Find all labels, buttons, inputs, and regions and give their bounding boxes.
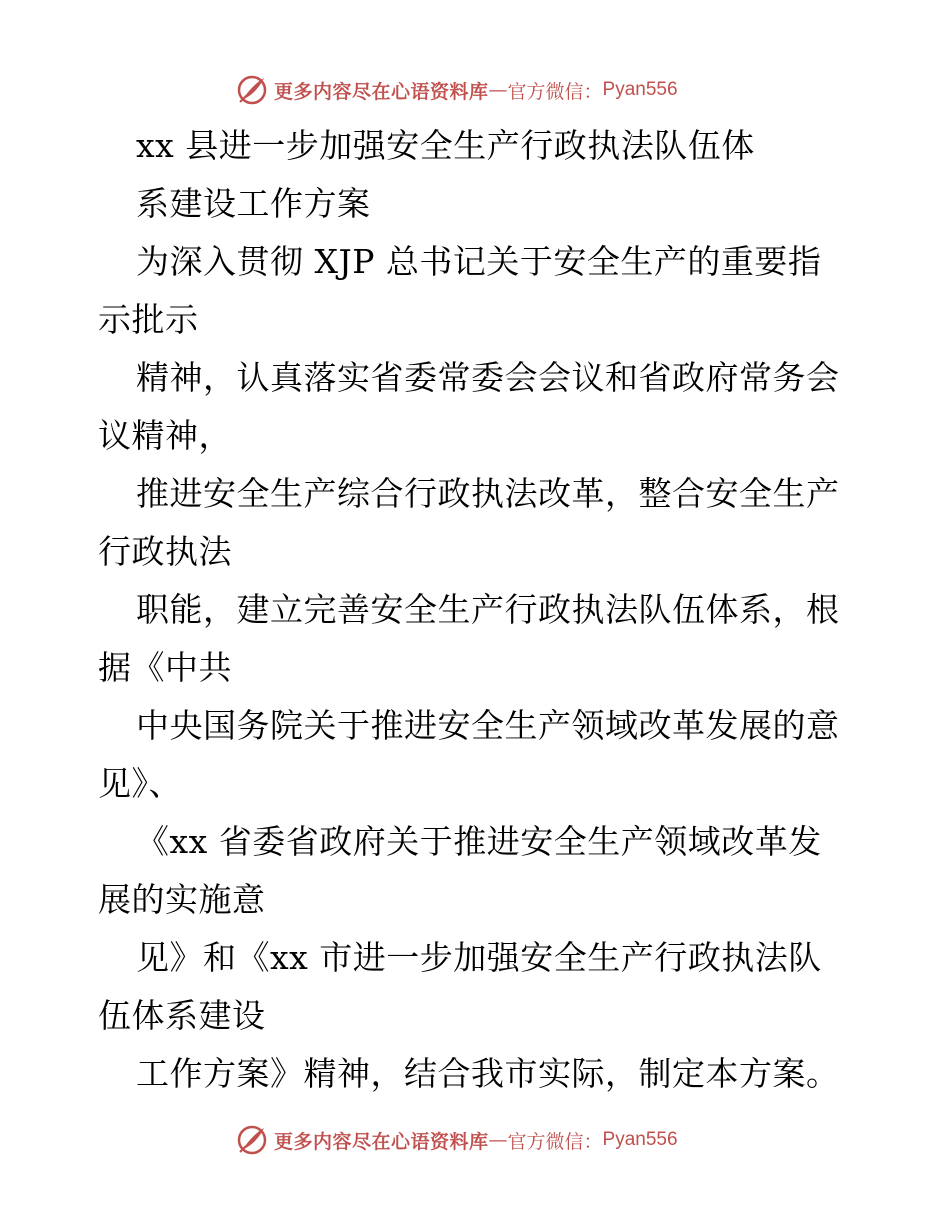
watermark-header [236, 72, 678, 108]
watermark-wechat-id: Pyan556 [602, 79, 678, 100]
text-line: 伍体系建设 [98, 996, 266, 1035]
text-line: 行政执法 [98, 532, 232, 571]
text-line: 展的实施意 [98, 880, 266, 919]
text-line: 推进安全生产综合行政执法改革，整合安全生产 [136, 474, 840, 513]
text-line: 为深入贯彻 XJP 总书记关于安全生产的重要指 [136, 242, 822, 281]
watermark-contact: 官方微信： [507, 80, 603, 103]
watermark-brand: 更多内容尽在心语资料库 [274, 1130, 489, 1153]
title-line-2: 系建设工作方案 [136, 184, 371, 223]
text-line: 《xx 省委省政府关于推进安全生产领域改革发 [136, 822, 822, 861]
watermark-contact: 官方微信： [507, 1130, 603, 1153]
text-line: 议精神， [98, 416, 232, 455]
feather-pen-logo-icon [236, 74, 268, 106]
text-line: 精神，认真落实省委常委会会议和省政府常务会 [136, 358, 840, 397]
watermark-separator: — [488, 1129, 508, 1151]
text-line: 见》、 [98, 764, 182, 803]
text-line: 示批示 [98, 300, 199, 339]
watermark-brand: 更多内容尽在心语资料库 [274, 80, 489, 103]
text-line: 工作方案》精神，结合我市实际，制定本方案。 [136, 1054, 840, 1093]
feather-pen-logo-icon [236, 1124, 268, 1156]
text-line: 见》和《xx 市进一步加强安全生产行政执法队 [136, 938, 822, 977]
watermark-footer [236, 1122, 678, 1158]
text-line: 中央国务院关于推进安全生产领域改革发展的意 [136, 706, 840, 745]
watermark-separator: — [488, 79, 508, 101]
title-line-1: xx 县进一步加强安全生产行政执法队伍体 [136, 126, 755, 165]
text-line: 据《中共 [98, 648, 232, 687]
text-line: 职能，建立完善安全生产行政执法队伍体系，根 [136, 590, 840, 629]
watermark-wechat-id: Pyan556 [602, 1129, 678, 1150]
